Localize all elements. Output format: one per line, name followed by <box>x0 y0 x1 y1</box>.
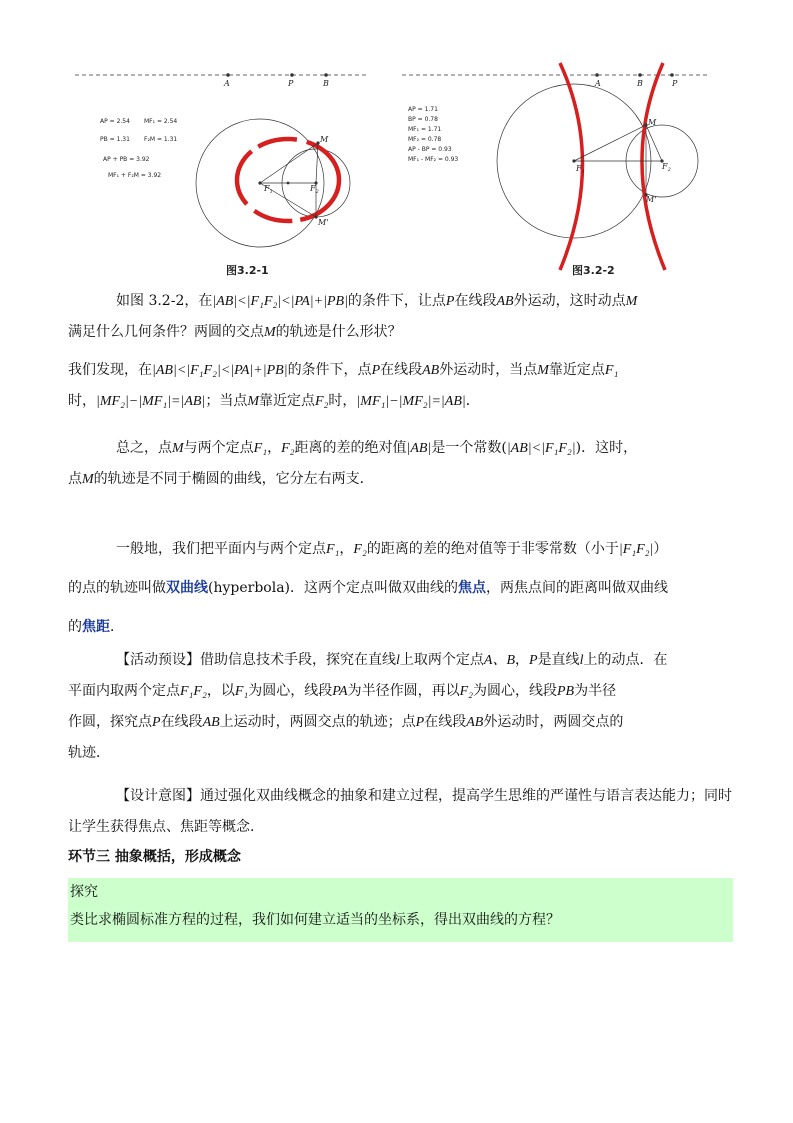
measure-ap: AP = 2.54 <box>100 118 130 125</box>
paragraph-activity: 【活动预设】借助信息技术手段，探究在直线l上取两个定点A、B，P是直线l上的动点．在 平面内取两个定点F₁F₂，以F₁为圆心，线段PA为半径作圆，再以F₂为圆心，线段PB为半径 作圆，探究点P在线段AB上运动时，两圆交点的轨迹；点P在线段AB外运动时，两圆交点的 轨迹． <box>68 652 668 761</box>
figure-ellipse-construction <box>70 55 370 280</box>
label-M: M <box>648 118 657 127</box>
label-A: A <box>595 79 601 88</box>
figure2-caption: 图3.2-2 <box>572 264 615 277</box>
measure-ap: AP = 1.71 <box>408 106 438 113</box>
point-P <box>290 73 294 77</box>
term-focal-distance: 焦距 <box>82 619 110 635</box>
figure-hyperbola-construction <box>400 55 712 280</box>
paragraph-discovery: 我们发现，在|AB|<|F₁F₂|<|PA|+|PB|的条件下，点P在线段AB外运动时，当点M靠近定点F₁ 时，|MF₂|−|MF₁|=|AB|；当点M靠近定点F₂时，|MF₁|−|MF₂|=|AB|． <box>68 362 619 409</box>
point-A <box>226 73 230 77</box>
label-F1: $F_1$ <box>264 184 273 195</box>
segment-f1m <box>574 125 646 161</box>
segment-f1m <box>260 143 318 183</box>
paragraph-question: 如图 3.2-2，在|AB|<|F₁F₂|<|PA|+|PB|的条件下，让点P在线段AB外运动，这时动点M 满足什么几何条件？两圆的交点M的轨迹是什么形状？ <box>68 293 638 340</box>
measure-sum-mf: MF₁ + F₂M = 3.92 <box>108 172 162 179</box>
figure2-svg <box>400 55 712 280</box>
label-B: B <box>323 79 329 88</box>
term-hyperbola: 双曲线 <box>166 580 208 596</box>
measure-diff-mf: MF₁ - MF₂ = 0.93 <box>408 156 459 163</box>
point-P <box>670 73 674 77</box>
measure-mf1: MF₁ = 2.54 <box>144 118 178 125</box>
point-F1 <box>258 181 261 184</box>
paragraph-definition: 一般地，我们把平面内与两个定点F₁，F₂的距离的差的绝对值等于非零常数（小于|F₁F₂|） 的点的轨迹叫做双曲线(hyperbola)．这两个定点叫做双曲线的焦点，两焦点间的距离叫做双曲线 的焦距． <box>68 541 669 635</box>
label-M-prime: M' <box>646 195 657 204</box>
figure1-caption: 图3.2-1 <box>226 264 269 277</box>
point-B <box>638 73 642 77</box>
measure-mf2: MF₂ = 0.78 <box>408 136 442 143</box>
segment-mf2 <box>646 125 662 161</box>
measure-bp: BP = 0.78 <box>408 116 438 123</box>
point-center <box>287 182 290 185</box>
label-B: B <box>637 79 643 88</box>
measure-sum-ap-pb: AP + PB = 3.92 <box>103 156 150 163</box>
explore-box <box>68 878 733 942</box>
measure-mf1: MF₁ = 1.71 <box>408 126 442 133</box>
paragraph-summary: 总之，点M与两个定点F₁，F₂距离的差的绝对值|AB|是一个常数(|AB|<|F₁F₂|)．这时， 点M的轨迹是不同于椭圆的曲线，它分左右两支． <box>68 440 638 487</box>
measure-f2m: F₂M = 1.31 <box>144 136 178 143</box>
figure1-svg <box>70 55 370 280</box>
measure-diff-ap-bp: AP - BP = 0.93 <box>408 146 452 153</box>
term-focus: 焦点 <box>458 580 487 596</box>
point-F1 <box>572 159 575 162</box>
label-A: A <box>224 79 230 88</box>
section-heading: 环节三 抽象概括，形成概念 <box>68 849 241 865</box>
point-B <box>324 73 328 77</box>
label-F1: $F_1$ <box>576 164 585 175</box>
label-F2: $F_2$ <box>310 184 319 195</box>
measure-pb: PB = 1.31 <box>100 136 130 143</box>
label-M-prime: M' <box>318 218 329 227</box>
point-A <box>595 73 599 77</box>
label-F2: $F_2$ <box>662 162 671 173</box>
label-P: P <box>672 79 678 88</box>
label-P: P <box>288 79 294 88</box>
label-M: M <box>320 135 329 144</box>
explore-box-text: 类比求椭圆标准方程的过程，我们如何建立适当的坐标系，得出双曲线的方程？ <box>70 912 560 928</box>
paragraph-design-intent: 【设计意图】通过强化双曲线概念的抽象和建立过程，提高学生思维的严谨性与语言表达能力；同时让学生获得焦点、焦距等概念． <box>68 788 732 835</box>
explore-box-title: 探究 <box>70 884 98 900</box>
